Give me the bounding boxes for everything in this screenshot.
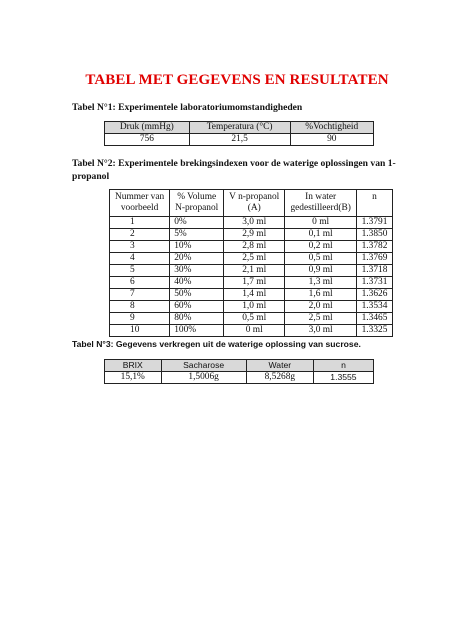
table-cell: 0,2 ml xyxy=(285,241,357,253)
table-cell: 2,1 ml xyxy=(224,265,285,277)
table-cell: 0% xyxy=(170,217,224,229)
table-cell: 4 xyxy=(110,253,170,265)
table-header-row xyxy=(105,122,374,134)
table-cell: 7 xyxy=(110,289,170,301)
table-cell: 1,0 ml xyxy=(224,301,285,313)
table-cell: 90 xyxy=(290,134,373,146)
table-row xyxy=(105,372,374,384)
header-cell: %Vochtigheid xyxy=(290,122,373,134)
header-cell: Temperatura (°C) xyxy=(189,122,290,134)
table-row xyxy=(110,277,393,289)
table1-caption: Tabel N°1: Experimentele laboratoriumomstandigheden xyxy=(72,102,303,113)
table2-caption-line2: propanol xyxy=(72,171,110,182)
table-cell: 1,6 ml xyxy=(285,289,357,301)
table-cell: 9 xyxy=(110,313,170,325)
table-cell: 21,5 xyxy=(189,134,290,146)
table-cell: 5 xyxy=(110,265,170,277)
table-cell: 1.3791 xyxy=(357,217,393,229)
table-cell: 60% xyxy=(170,301,224,313)
table3-caption: Tabel N°3: Gegevens verkregen uit de waterige oplossing van sucrose. xyxy=(72,339,361,349)
table-row xyxy=(110,301,393,313)
table-cell: 2,0 ml xyxy=(285,301,357,313)
table-cell: 1.3850 xyxy=(357,229,393,241)
table-cell: 3,0 ml xyxy=(224,217,285,229)
table-cell: 3,0 ml xyxy=(285,325,357,337)
table-row xyxy=(110,217,393,229)
sucrose-table xyxy=(104,359,374,384)
table-cell: 0 ml xyxy=(285,217,357,229)
table-cell: 0,5 ml xyxy=(285,253,357,265)
header-cell xyxy=(285,190,357,217)
table-cell: 2 xyxy=(110,229,170,241)
table-body xyxy=(110,217,393,337)
table-cell: 40% xyxy=(170,277,224,289)
table-row xyxy=(105,134,374,146)
header-line: In water xyxy=(305,192,337,202)
table2-caption-line1: Tabel N°2: Experimentele brekingsindexen voor de waterige oplossingen van 1- xyxy=(72,158,396,169)
table-row xyxy=(110,265,393,277)
table-cell: 1,4 ml xyxy=(224,289,285,301)
conditions-table xyxy=(104,121,374,146)
table-row xyxy=(110,241,393,253)
table-cell: 80% xyxy=(170,313,224,325)
header-line: gedestilleerd(B) xyxy=(290,203,351,213)
header-cell: Sacharose xyxy=(161,360,246,372)
header-cell xyxy=(357,190,393,217)
table-cell: 2,5 ml xyxy=(224,253,285,265)
table-cell: 20% xyxy=(170,253,224,265)
table-cell: 2,8 ml xyxy=(224,241,285,253)
table-cell: 1.3731 xyxy=(357,277,393,289)
table-cell: 1 xyxy=(110,217,170,229)
table-row xyxy=(110,325,393,337)
table-cell: 15,1% xyxy=(105,372,162,384)
header-cell: Water xyxy=(246,360,313,372)
table-cell: 3 xyxy=(110,241,170,253)
table-header-row xyxy=(105,360,374,372)
table-cell: 756 xyxy=(105,134,190,146)
header-line: Nummer van xyxy=(114,192,165,202)
table-cell: 30% xyxy=(170,265,224,277)
refraction-table xyxy=(109,189,393,337)
header-cell xyxy=(110,190,170,217)
header-cell: n xyxy=(313,360,373,372)
table-cell: 10 xyxy=(110,325,170,337)
header-line: N-propanol xyxy=(175,203,219,213)
table-header-row xyxy=(110,190,393,217)
table-row xyxy=(110,253,393,265)
table-cell: 1.3325 xyxy=(357,325,393,337)
table-cell: 0 ml xyxy=(224,325,285,337)
table-cell: 10% xyxy=(170,241,224,253)
table-cell: 2,5 ml xyxy=(285,313,357,325)
table-cell: 1,3 ml xyxy=(285,277,357,289)
header-line: % Volume xyxy=(177,192,217,202)
table-row xyxy=(110,289,393,301)
header-cell xyxy=(170,190,224,217)
table-row xyxy=(110,229,393,241)
table-cell: 1.3626 xyxy=(357,289,393,301)
table-cell: 1,5006g xyxy=(161,372,246,384)
header-cell: Druk (mmHg) xyxy=(105,122,190,134)
table-cell: 5% xyxy=(170,229,224,241)
page-title: TABEL MET GEGEVENS EN RESULTATEN xyxy=(85,72,389,88)
table-cell: 1.3718 xyxy=(357,265,393,277)
table-cell: 0,5 ml xyxy=(224,313,285,325)
table-cell: 1.3465 xyxy=(357,313,393,325)
table-cell: 1.3534 xyxy=(357,301,393,313)
table-cell: 8 xyxy=(110,301,170,313)
table-cell: 2,9 ml xyxy=(224,229,285,241)
table-cell: 6 xyxy=(110,277,170,289)
table-cell: 1.3769 xyxy=(357,253,393,265)
table-cell: 50% xyxy=(170,289,224,301)
table-cell: 1.3782 xyxy=(357,241,393,253)
header-cell xyxy=(224,190,285,217)
table-cell: 8,5268g xyxy=(246,372,313,384)
table-cell: 100% xyxy=(170,325,224,337)
header-cell: BRIX xyxy=(105,360,162,372)
table-cell: 1.3555 xyxy=(313,372,373,384)
table-row xyxy=(110,313,393,325)
table-cell: 0,9 ml xyxy=(285,265,357,277)
header-line: V n-propanol xyxy=(229,192,280,202)
table-cell: 1,7 ml xyxy=(224,277,285,289)
header-line: voorbeeld xyxy=(120,203,159,213)
header-line: (A) xyxy=(247,203,261,213)
header-line: n xyxy=(372,192,377,202)
table2-caption xyxy=(72,157,396,183)
table-cell: 0,1 ml xyxy=(285,229,357,241)
